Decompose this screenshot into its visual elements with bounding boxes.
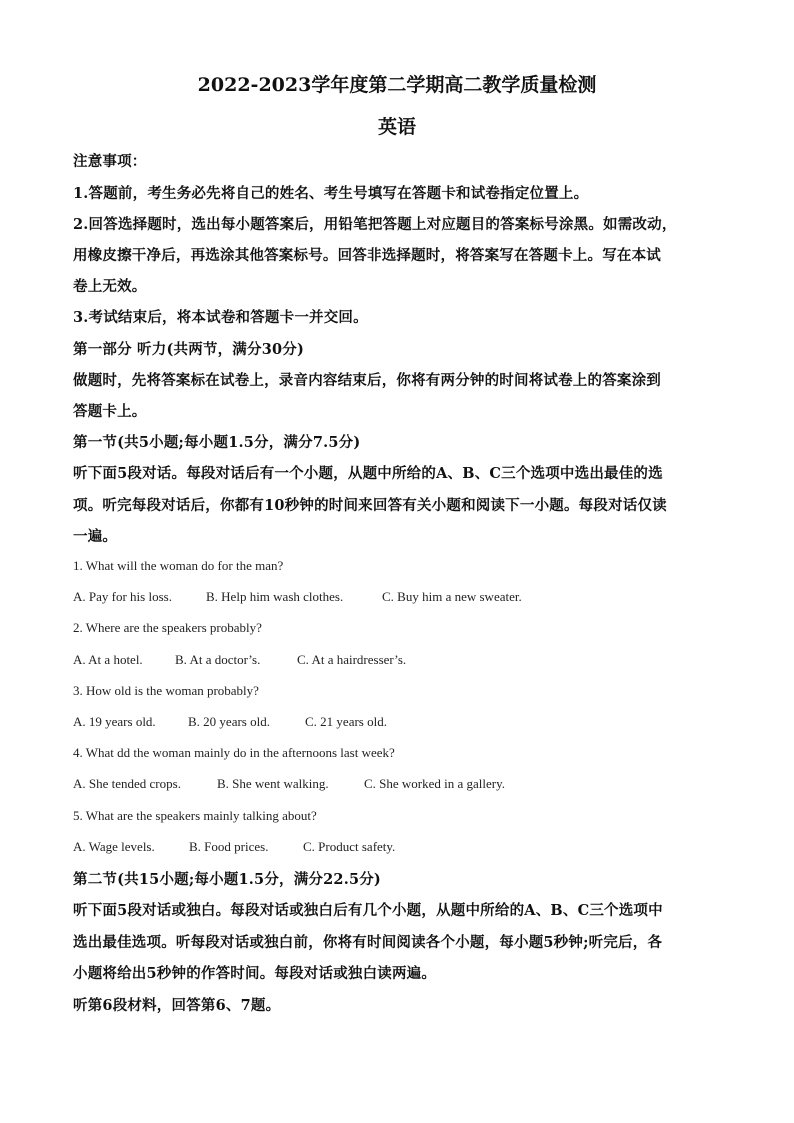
section1-heading: 第一节(共5小题;每小题1.5分，满分7.5分) [73, 434, 361, 451]
question-stem: 3. How old is the woman probably? [73, 683, 259, 698]
question-option: A. She tended crops. [73, 776, 181, 791]
notice-line: 卷上无效。 [73, 278, 147, 295]
material-instruction: 听第6段材料，回答第6、7题。 [73, 997, 281, 1014]
section1-instruction: 听下面5段对话。每段对话后有一个小题，从题中所给的A、B、C三个选项中选出最佳的选 [73, 465, 663, 482]
part1-instruction: 答题卡上。 [73, 403, 147, 420]
question-option: C. At a hairdresser’s. [297, 652, 407, 667]
question-option: A. 19 years old. [73, 714, 156, 729]
question-stem: 2. Where are the speakers probably? [73, 620, 262, 635]
notice-heading: 注意事项： [73, 153, 147, 170]
section1-instruction: 项。听完每段对话后，你都有10秒钟的时间来回答有关小题和阅读下一小题。每段对话仅读 [73, 497, 667, 514]
section1-instruction: 一遍。 [73, 528, 118, 545]
question-option: C. She worked in a gallery. [364, 776, 506, 791]
question-option: B. Help him wash clothes. [206, 589, 344, 604]
question-option: B. Food prices. [189, 839, 269, 854]
section2-instruction: 听下面5段对话或独白。每段对话或独白后有几个小题，从题中所给的A、B、C三个选项中 [73, 902, 663, 919]
question-option: C. 21 years old. [305, 714, 387, 729]
question-option: A. At a hotel. [73, 652, 143, 667]
section2-instruction: 选出最佳选项。听每段对话或独白前，你将有时间阅读各个小题，每小题5秒钟;听完后，各 [73, 934, 663, 951]
question-option: C. Product safety. [303, 839, 396, 854]
question-option: B. She went walking. [217, 776, 329, 791]
exam-title: 2022-2023学年度第二学期高二教学质量检测 [197, 74, 597, 96]
notice-line: 1.答题前，考生务必先将自己的姓名、考生号填写在答题卡和试卷指定位置上。 [73, 185, 589, 202]
part1-heading: 第一部分 听力(共两节，满分30分) [73, 341, 305, 358]
notice-line: 用橡皮擦干净后，再选涂其他答案标号。回答非选择题时，将答案写在答题卡上。写在本试 [73, 247, 661, 264]
question-option: A. Pay for his loss. [73, 589, 172, 604]
question-stem: 5. What are the speakers mainly talking about? [73, 808, 317, 823]
question-stem: 4. What dd the woman mainly do in the afternoons last week? [73, 745, 395, 760]
question-option: A. Wage levels. [73, 839, 155, 854]
exam-subject: 英语 [377, 116, 416, 138]
question-stem: 1. What will the woman do for the man? [73, 558, 284, 573]
section2-instruction: 小题将给出5秒钟的作答时间。每段对话或独白读两遍。 [73, 965, 437, 982]
notice-line: 2.回答选择题时，选出每小题答案后，用铅笔把答题上对应题目的答案标号涂黑。如需改动， [73, 216, 677, 233]
notice-line: 3.考试结束后，将本试卷和答题卡一并交回。 [73, 309, 368, 326]
question-option: C. Buy him a new sweater. [382, 589, 522, 604]
question-option: B. At a doctor’s. [175, 652, 261, 667]
question-option: B. 20 years old. [188, 714, 270, 729]
part1-instruction: 做题时，先将答案标在试卷上，录音内容结束后，你将有两分钟的时间将试卷上的答案涂到 [73, 372, 661, 389]
section2-heading: 第二节(共15小题;每小题1.5分，满分22.5分) [73, 871, 381, 888]
